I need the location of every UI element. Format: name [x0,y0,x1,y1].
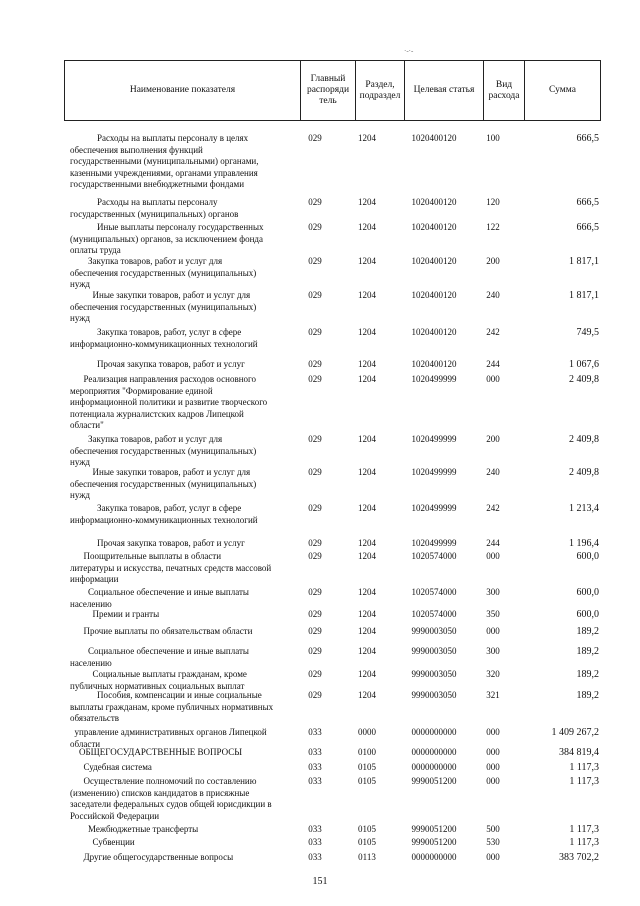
row-name: Расходы на выплаты персоналу в целях обеспечения выполнения функций государственными (муниципальными) органами, казенными учреждениями, органами управления государственными внебюджетными фондами [70,133,259,189]
row-celevaya: 9990003050 [411,646,457,656]
row-celevaya: 1020400120 [411,222,457,232]
row-name: Закупка товаров, работ, услуг в сфере информационно-коммуникационных технологий [70,327,258,349]
row-glavny: 033 [308,824,322,834]
row-glavny: 033 [308,837,322,847]
row-glavny: 029 [308,626,322,636]
row-name: Закупка товаров, работ и услуг для обеспечения государственных (муниципальных) нужд [70,434,257,467]
row-vid: 000 [486,626,500,636]
row-vid: 240 [486,290,500,300]
row-razdel: 1204 [358,327,376,337]
row-vid: 000 [486,374,500,384]
row-vid: 500 [486,824,500,834]
row-celevaya: 1020400120 [411,256,457,266]
row-glavny: 033 [308,852,322,862]
row-vid: 240 [486,467,500,477]
row-razdel: 1204 [358,374,376,384]
row-razdel: 1204 [358,551,376,561]
row-name: Расходы на выплаты персоналу государственных (муниципальных) органов [70,197,239,219]
table-header [64,60,601,121]
row-name: ОБЩЕГОСУДАРСТВЕННЫЕ ВОПРОСЫ [70,747,243,757]
header-summa: Сумма [549,85,576,95]
row-vid: 200 [486,256,500,266]
row-vid: 244 [486,359,500,369]
row-vid: 321 [486,690,500,700]
row-celevaya: 1020499999 [411,467,457,477]
row-vid: 200 [486,434,500,444]
row-summa: 666,5 [576,222,599,233]
row-razdel: 1204 [358,434,376,444]
row-glavny: 029 [308,538,322,548]
row-glavny: 029 [308,374,322,384]
row-celevaya: 1020499999 [411,374,457,384]
row-razdel: 1204 [358,197,376,207]
row-glavny: 029 [308,434,322,444]
row-glavny: 029 [308,222,322,232]
row-vid: 000 [486,747,500,757]
row-glavny: 029 [308,133,322,143]
row-vid: 300 [486,587,500,597]
header-celevaya: Целевая статья [413,85,475,95]
row-celevaya: 9990003050 [411,669,457,679]
row-summa: 1 817,1 [569,290,599,301]
row-summa: 1 817,1 [569,256,599,267]
row-name: Прочие выплаты по обязательствам области [70,626,253,636]
row-vid: 242 [486,503,500,513]
row-glavny: 029 [308,503,322,513]
row-glavny: 029 [308,690,322,700]
row-celevaya: 1020400120 [411,133,457,143]
row-glavny: 029 [308,359,322,369]
row-glavny: 033 [308,762,322,772]
row-celevaya: 0000000000 [411,762,457,772]
row-celevaya: 9990003050 [411,626,457,636]
row-summa: 1 067,6 [569,359,599,370]
row-celevaya: 1020499999 [411,434,457,444]
row-vid: 000 [486,776,500,786]
row-vid: 300 [486,646,500,656]
row-glavny: 033 [308,776,322,786]
row-summa: 666,5 [576,197,599,208]
row-razdel: 1204 [358,669,376,679]
row-summa: 1 213,4 [569,503,599,514]
row-vid: 530 [486,837,500,847]
row-celevaya: 1020400120 [411,197,457,207]
row-name: Судебная система [70,762,152,772]
row-celevaya: 0000000000 [411,852,457,862]
row-summa: 384 819,4 [559,747,599,758]
row-glavny: 029 [308,327,322,337]
header-razdel: Раздел, подраздел [359,79,401,101]
row-celevaya: 9990051200 [411,776,457,786]
row-name: Иные выплаты персоналу государственных (муниципальных) органов, за исключением фонда оплаты труда [70,222,264,255]
row-celevaya: 1020574000 [411,587,457,597]
row-name: Другие общегосударственные вопросы [70,852,234,862]
row-vid: 122 [486,222,500,232]
row-razdel: 0100 [358,747,376,757]
row-summa: 600,0 [576,587,599,598]
row-summa: 1 117,3 [569,837,599,848]
row-celevaya: 1020574000 [411,551,457,561]
row-name: управление административных органов Липецкой области [70,727,267,749]
row-glavny: 029 [308,669,322,679]
row-vid: 000 [486,762,500,772]
row-razdel: 1204 [358,133,376,143]
row-summa: 1 117,3 [569,762,599,773]
row-vid: 000 [486,551,500,561]
row-name: Закупка товаров, работ и услуг для обеспечения государственных (муниципальных) нужд [70,256,257,289]
row-razdel: 0105 [358,837,376,847]
row-celevaya: 9990051200 [411,824,457,834]
row-name: Социальные выплаты гражданам, кроме публичных нормативных социальных выплат [70,669,247,691]
row-summa: 189,2 [576,669,599,680]
row-razdel: 1204 [358,290,376,300]
row-celevaya: 0000000000 [411,727,457,737]
row-razdel: 0105 [358,762,376,772]
row-vid: 350 [486,609,500,619]
row-summa: 1 196,4 [569,538,599,549]
row-glavny: 029 [308,646,322,656]
row-vid: 000 [486,727,500,737]
row-glavny: 029 [308,197,322,207]
row-celevaya: 9990051200 [411,837,457,847]
row-name: Осуществление полномочий по составлению (изменению) списков кандидатов в присяжные заседатели федеральных судов общей юрисдикции в Российской Федерации [70,776,272,821]
row-name: Поощрительные выплаты в области литературы и искусства, печатных средств массовой информации [70,551,272,584]
row-razdel: 1204 [358,609,376,619]
row-celevaya: 1020499999 [411,503,457,513]
row-summa: 1 409 267,2 [551,727,599,738]
row-vid: 242 [486,327,500,337]
row-celevaya: 9990003050 [411,690,457,700]
row-summa: 749,5 [576,327,599,338]
row-glavny: 029 [308,587,322,597]
row-summa: 189,2 [576,690,599,701]
row-razdel: 1204 [358,359,376,369]
row-vid: 000 [486,852,500,862]
row-summa: 666,5 [576,133,599,144]
row-name: Социальное обеспечение и иные выплаты населению [70,587,249,609]
row-glavny: 029 [308,290,322,300]
row-razdel: 1204 [358,587,376,597]
row-razdel: 1204 [358,626,376,636]
header-name: Наименование показателя [129,85,236,95]
row-summa: 600,0 [576,551,599,562]
row-razdel: 0113 [358,852,376,862]
row-name: Премии и гранты [70,609,160,619]
row-razdel: 1204 [358,256,376,266]
row-summa: 1 117,3 [569,776,599,787]
row-name: Иные закупки товаров, работ и услуг для обеспечения государственных (муниципальных) нужд [70,467,257,500]
row-vid: 244 [486,538,500,548]
row-summa: 2 409,8 [569,434,599,445]
row-glavny: 033 [308,747,322,757]
row-celevaya: 0000000000 [411,747,457,757]
row-name: Пособия, компенсации и иные социальные выплаты гражданам, кроме публичных нормативных обязательств [70,690,274,723]
row-celevaya: 1020574000 [411,609,457,619]
row-razdel: 1204 [358,503,376,513]
header-glavny: Главный распоряди тель [306,74,350,106]
row-razdel: 1204 [358,467,376,477]
row-name: Социальное обеспечение и иные выплаты населению [70,646,249,668]
row-name: Закупка товаров, работ, услуг в сфере информационно-коммуникационных технологий [70,503,258,525]
row-razdel: 0105 [358,824,376,834]
header-vid: Вид расхода [488,79,520,101]
row-summa: 1 117,3 [569,824,599,835]
row-name: Реализация направления расходов основного мероприятия "Формирование единой информационной политики и развитие творческого потенциала журналистских кадров Липецкой области" [70,374,268,430]
row-glavny: 029 [308,609,322,619]
row-razdel: 1204 [358,538,376,548]
row-summa: 189,2 [576,626,599,637]
row-name: Межбюджетные трансферты [70,824,199,834]
row-celevaya: 1020400120 [411,359,457,369]
row-summa: 600,0 [576,609,599,620]
row-celevaya: 1020400120 [411,327,457,337]
row-summa: 2 409,8 [569,374,599,385]
row-name: Прочая закупка товаров, работ и услуг [70,359,245,369]
row-razdel: 0000 [358,727,376,737]
row-summa: 2 409,8 [569,467,599,478]
row-summa: 383 702,2 [559,852,599,863]
row-vid: 100 [486,133,500,143]
row-glavny: 033 [308,727,322,737]
row-glavny: 029 [308,551,322,561]
row-razdel: 0105 [358,776,376,786]
row-celevaya: 1020499999 [411,538,457,548]
row-name: Прочая закупка товаров, работ и услуг [70,538,245,548]
row-name: Субвенции [70,837,135,847]
row-glavny: 029 [308,256,322,266]
row-glavny: 029 [308,467,322,477]
page-number: 151 [312,876,328,887]
row-vid: 120 [486,197,500,207]
row-vid: 320 [486,669,500,679]
row-razdel: 1204 [358,646,376,656]
row-name: Иные закупки товаров, работ и услуг для обеспечения государственных (муниципальных) нужд [70,290,257,323]
row-summa: 189,2 [576,646,599,657]
row-razdel: 1204 [358,222,376,232]
scan-mark: ·-·- [404,47,414,55]
row-celevaya: 1020400120 [411,290,457,300]
row-razdel: 1204 [358,690,376,700]
